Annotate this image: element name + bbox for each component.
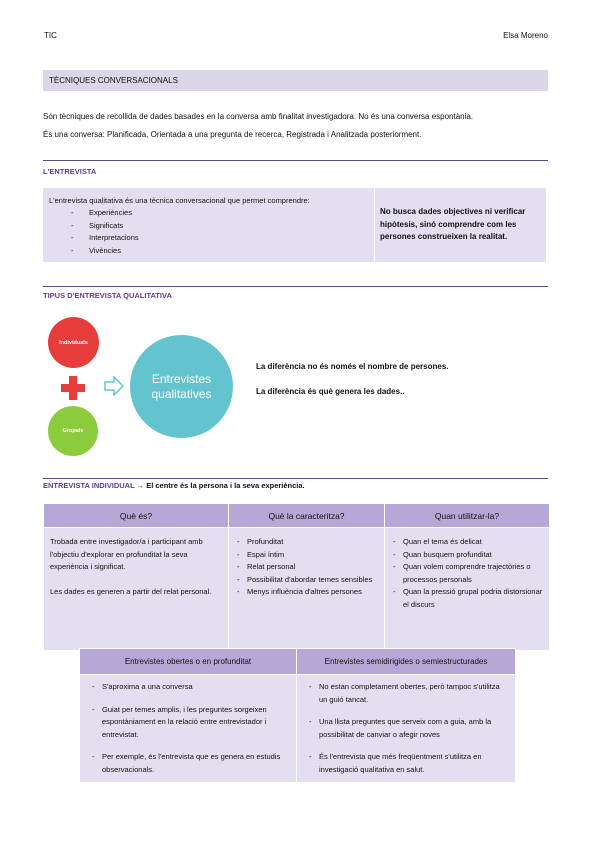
section-title-label: ENTREVISTA INDIVIDUAL: [43, 481, 135, 490]
table-header: Entrevistes semidirigides o semiestructurades: [297, 649, 516, 675]
circle-label: Individuals: [59, 339, 88, 346]
definition-note: No busca dades objectives ni verificar hipòtesis, sinó comprendre com les persones construeixen la realitat.: [380, 207, 526, 241]
table-header: Què és?: [44, 504, 229, 528]
list: [307, 681, 509, 776]
list-item: - Possibilitat d'abordar temes sensibles: [247, 574, 378, 587]
table-cell-semi: [297, 675, 516, 783]
circle-grups: [48, 406, 98, 456]
difference-line-1: La diferència no és només el nombre de persones.: [256, 362, 449, 371]
paragraph: Trobada entre investigador/a i participant amb l'objectiu d'explorar en profunditat la seva experiència i significat.: [50, 537, 203, 571]
list-item: - Guiat per temes amplis, i les preguntes sorgeixen espontàniament en la relació entre entrevistador i entrevistat.: [102, 704, 290, 742]
section-title-individual: [43, 481, 305, 490]
list-item: - S'aproxima a una conversa: [102, 681, 290, 694]
section-divider: [43, 478, 548, 479]
section-divider: [43, 160, 548, 161]
table-cell-que-es: [44, 528, 229, 651]
list-item: - Vivències: [89, 245, 374, 258]
table-row: [80, 675, 516, 783]
circle-entrevistes-qualitatives: [130, 335, 233, 438]
list: [90, 681, 290, 776]
section-title-arrow-text: → El centre és la persona i la seva experiència.: [134, 481, 305, 490]
list-item: - Experiències: [89, 207, 374, 220]
difference-line-2: La diferència és què genera les dades..: [256, 387, 405, 396]
plus-icon: [61, 376, 85, 400]
list-item: - Quan la pressió grupal podria distorsionar el discurs: [403, 586, 543, 611]
arrow-right-icon: [104, 376, 124, 396]
table-header: Quan utilitzar-la?: [385, 504, 550, 528]
list-item: - Interpretacions: [89, 232, 374, 245]
list-item: - Significats: [89, 220, 374, 233]
list-item: - És l'entrevista que més freqüentment s'utilitza en investigació qualitativa en salut.: [319, 751, 509, 776]
table-cell-caracteritza: [229, 528, 385, 651]
list-item: - Espai íntim: [247, 549, 378, 562]
page-title: TÈCNIQUES CONVERSACIONALS: [43, 70, 548, 91]
list-item: - Profunditat: [247, 536, 378, 549]
definition-box: [43, 188, 546, 262]
list: [235, 536, 378, 599]
table-header: Entrevistes obertes o en profunditat: [80, 649, 297, 675]
list-item: - Quan busquem profunditat: [403, 549, 543, 562]
individual-table: [43, 503, 550, 651]
header-subject: TIC: [44, 31, 57, 40]
interview-types-table: [79, 648, 516, 783]
list-item: - Quan el tema és delicat: [403, 536, 543, 549]
table-header: Què la caracteritza?: [229, 504, 385, 528]
list-item: - No estan completament obertes, però tampoc s'utilitza un guió tancat.: [319, 681, 509, 706]
circle-label: Grupals: [62, 428, 84, 434]
definition-left: [43, 188, 375, 262]
table-cell-obertes: [80, 675, 297, 783]
list-item: - Per exemple, és l'entrevista que es genera en estudis observacionals.: [102, 751, 290, 776]
list-item: - Relat personal: [247, 561, 378, 574]
definition-list: [49, 207, 374, 257]
list: [391, 536, 543, 611]
section-title-tipus: TIPUS D'ENTREVISTA QUALITATIVA: [43, 291, 172, 300]
table-header-row: [44, 504, 550, 528]
header-author: Elsa Moreno: [503, 31, 548, 40]
circle-label: Entrevistes qualitatives: [151, 371, 212, 401]
definition-text: L'entrevista qualitativa és una tècnica conversacional que permet comprendre:: [49, 196, 310, 205]
section-divider: [43, 286, 548, 287]
section-title-entrevista: L'ENTREVISTA: [43, 167, 97, 176]
paragraph: Les dades es generen a partir del relat personal.: [50, 586, 212, 596]
intro-line-2: És una conversa: Planificada, Orientada a una pregunta de recerca, Registrada i Analitzada posteriorment.: [43, 130, 422, 139]
circle-individuals: [48, 317, 99, 368]
list-item: - Quan volem comprendre trajectòries o processos personals: [403, 561, 543, 586]
intro-line-1: Són tècniques de recollida de dades basades en la conversa amb finalitat investigadora. No és una conversa espontània.: [43, 112, 474, 121]
table-header-row: [80, 649, 516, 675]
table-cell-quan: [385, 528, 550, 651]
list-item: - Una llista preguntes que serveix com a guia, amb la possibilitat de canviar o afegir noves: [319, 716, 509, 741]
table-row: [44, 528, 550, 651]
list-item: - Menys influència d'altres persones: [247, 586, 378, 599]
